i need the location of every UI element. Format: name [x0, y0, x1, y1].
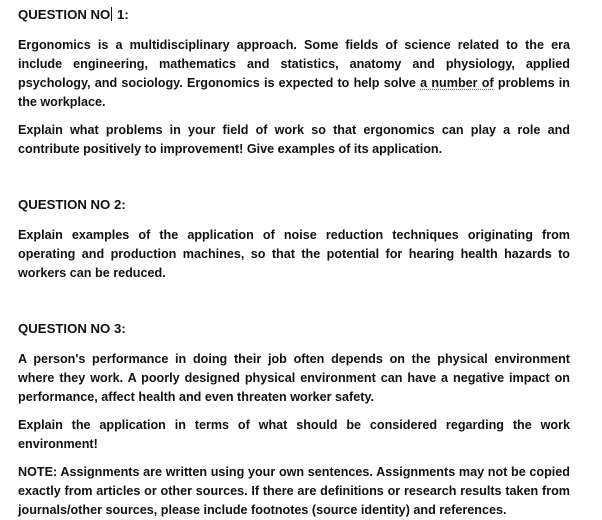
question-1-paragraph-1-start: Ergonomics is a multidisciplinary approach. Some fields of science related to the era include engineering, mathematics and statistics, anatomy and physiology, applied psychology, and sociology. Ergonomics is expected to help solve [18, 38, 570, 90]
question-1-heading-text: QUESTION NO [18, 7, 111, 22]
question-1-paragraph-1 [18, 36, 570, 112]
question-1-paragraph-2: Explain what problems in your field of work so that ergonomics can play a role and contribute positively to improvement! Give examples of its application. [18, 123, 570, 156]
question-2-heading: QUESTION NO 2: [18, 197, 126, 212]
question-3-paragraph-1: A person's performance in doing their job often depends on the physical environment where they work. A poorly designed physical environment can have a negative impact on performance, affect health and even threaten worker safety. [18, 352, 570, 404]
question-2-paragraph-1: Explain examples of the application of noise reduction techniques originating from operating and production machines, so that the potential for hearing health hazards to workers can be reduced. [18, 228, 570, 280]
spellcheck-underlined-phrase: a number of [420, 76, 494, 90]
question-3-paragraph-2: Explain the application in terms of what should be considered regarding the work environment! [18, 418, 570, 451]
question-1-heading [18, 5, 570, 24]
question-1-paragraph-1-end: problems in the workplace. [18, 76, 570, 109]
assignment-note: NOTE: Assignments are written using your own sentences. Assignments may not be copied exactly from articles or other sources. If there are definitions or research results taken from journals/other sources, please include footnotes (source identity) and references. [18, 465, 570, 517]
question-3-heading: QUESTION NO 3: [18, 321, 126, 336]
question-1-heading-number: 1: [113, 7, 129, 22]
